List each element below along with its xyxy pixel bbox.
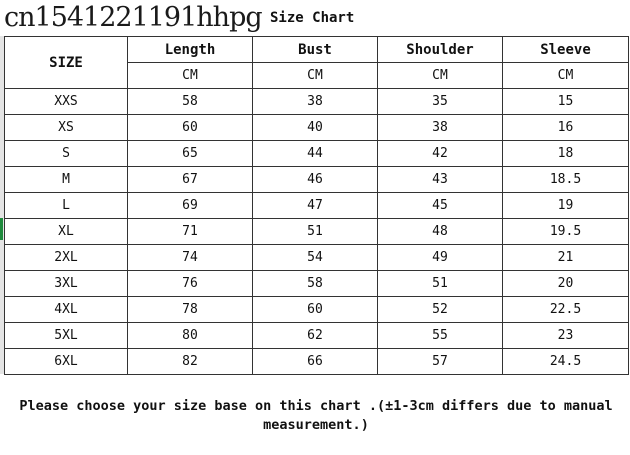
table-row [5, 323, 629, 349]
table-row [5, 115, 629, 141]
cell-bust: 46 [253, 167, 378, 193]
cell-sleeve: 20 [503, 271, 629, 297]
unit-cell-shoulder: CM [378, 63, 503, 89]
table-row [5, 167, 629, 193]
cell-sleeve: 24.5 [503, 349, 629, 375]
cell-bust: 38 [253, 89, 378, 115]
cell-bust: 40 [253, 115, 378, 141]
column-header-length: Length [128, 37, 253, 63]
chart-title: Size Chart [270, 10, 355, 26]
cell-size: L [5, 193, 128, 219]
table-row [5, 141, 629, 167]
cell-sleeve: 22.5 [503, 297, 629, 323]
cell-length: 80 [128, 323, 253, 349]
cell-length: 65 [128, 141, 253, 167]
cell-shoulder: 48 [378, 219, 503, 245]
table-row [5, 245, 629, 271]
cell-bust: 47 [253, 193, 378, 219]
cell-size: 4XL [5, 297, 128, 323]
cell-sleeve: 18 [503, 141, 629, 167]
cell-bust: 51 [253, 219, 378, 245]
cell-shoulder: 35 [378, 89, 503, 115]
cell-shoulder: 42 [378, 141, 503, 167]
table-row [5, 349, 629, 375]
size-column-header: SIZE [5, 37, 128, 89]
cell-shoulder: 38 [378, 115, 503, 141]
cell-shoulder: 45 [378, 193, 503, 219]
cell-length: 74 [128, 245, 253, 271]
cell-size: XXS [5, 89, 128, 115]
column-header-bust: Bust [253, 37, 378, 63]
cell-shoulder: 55 [378, 323, 503, 349]
cell-sleeve: 18.5 [503, 167, 629, 193]
cell-shoulder: 49 [378, 245, 503, 271]
cell-sleeve: 19.5 [503, 219, 629, 245]
cell-length: 78 [128, 297, 253, 323]
cell-size: S [5, 141, 128, 167]
cell-shoulder: 51 [378, 271, 503, 297]
header-row [5, 37, 629, 63]
row-selection-marker [0, 218, 3, 240]
cell-shoulder: 43 [378, 167, 503, 193]
cell-length: 69 [128, 193, 253, 219]
size-chart-table [4, 36, 629, 375]
column-header-sleeve: Sleeve [503, 37, 629, 63]
cell-sleeve: 21 [503, 245, 629, 271]
cell-sleeve: 19 [503, 193, 629, 219]
cell-size: 5XL [5, 323, 128, 349]
unit-cell-length: CM [128, 63, 253, 89]
cell-length: 67 [128, 167, 253, 193]
column-header-shoulder: Shoulder [378, 37, 503, 63]
cell-length: 58 [128, 89, 253, 115]
cell-size: M [5, 167, 128, 193]
cell-sleeve: 23 [503, 323, 629, 349]
cell-bust: 60 [253, 297, 378, 323]
cell-bust: 58 [253, 271, 378, 297]
table-row [5, 193, 629, 219]
cell-bust: 54 [253, 245, 378, 271]
table-row [5, 219, 629, 245]
watermark-text: cn1541221191hhpg [4, 2, 262, 33]
cell-shoulder: 57 [378, 349, 503, 375]
cell-length: 82 [128, 349, 253, 375]
unit-cell-sleeve: CM [503, 63, 629, 89]
unit-cell-bust: CM [253, 63, 378, 89]
footer-note: Please choose your size base on this chart .(±1-3cm differs due to manual measurement.) [19, 398, 613, 433]
cell-sleeve: 15 [503, 89, 629, 115]
cell-bust: 44 [253, 141, 378, 167]
cell-bust: 62 [253, 323, 378, 349]
size-rows [5, 89, 629, 375]
table-row [5, 271, 629, 297]
cell-size: 3XL [5, 271, 128, 297]
table-row [5, 89, 629, 115]
cell-sleeve: 16 [503, 115, 629, 141]
cell-bust: 66 [253, 349, 378, 375]
cell-size: 6XL [5, 349, 128, 375]
cell-shoulder: 52 [378, 297, 503, 323]
cell-size: XS [5, 115, 128, 141]
cell-length: 60 [128, 115, 253, 141]
cell-length: 76 [128, 271, 253, 297]
cell-size: 2XL [5, 245, 128, 271]
cell-length: 71 [128, 219, 253, 245]
cell-size: XL [5, 219, 128, 245]
table-row [5, 297, 629, 323]
